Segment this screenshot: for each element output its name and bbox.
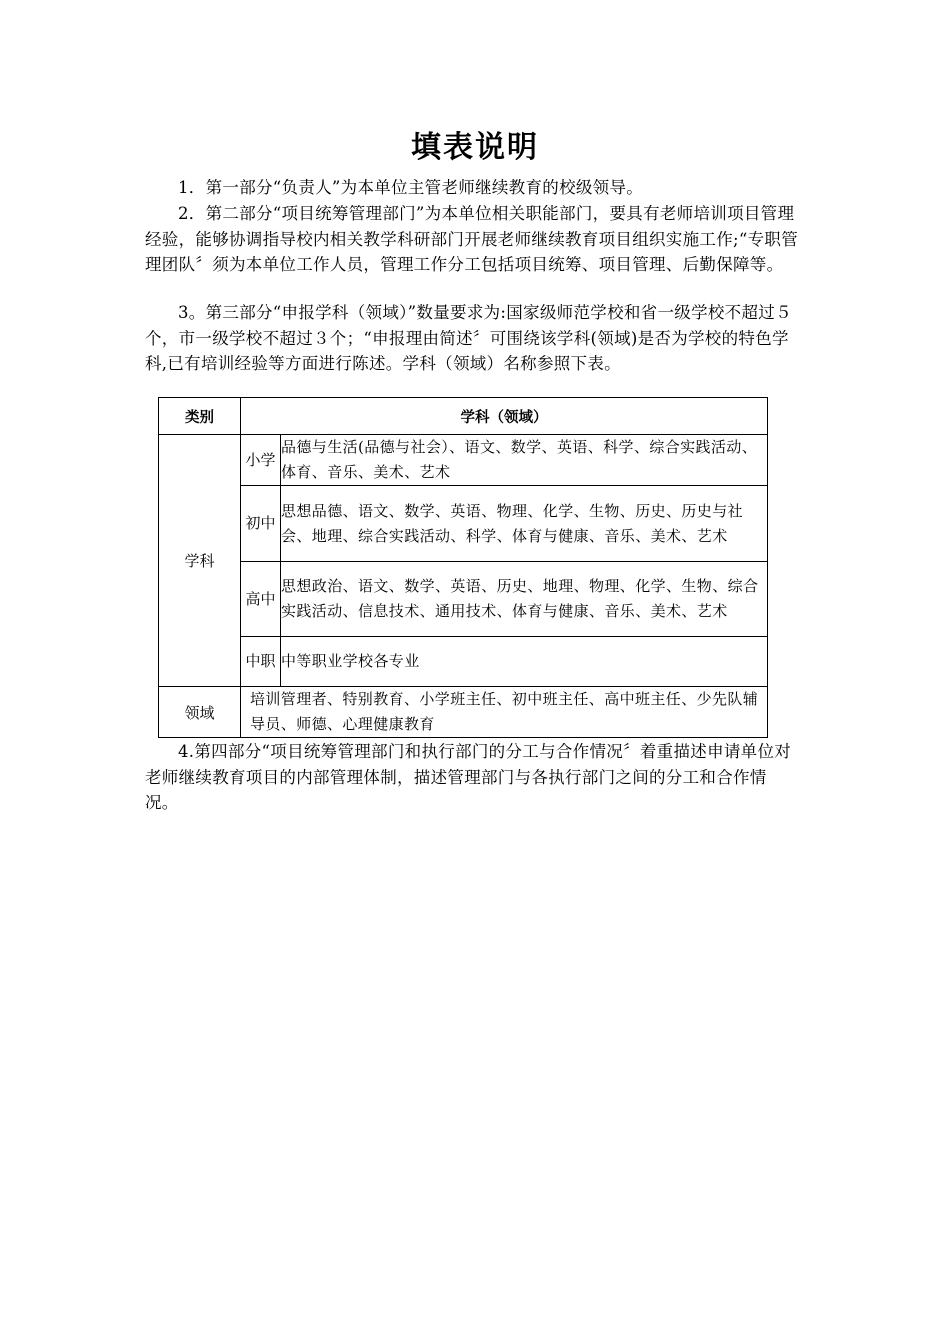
instruction-paragraph-1: 1．第一部分“负责人”为本单位主管老师继续教育的校级领导。 — [178, 178, 644, 197]
subject-reference-table — [158, 397, 768, 738]
subjects-junior-high: 思想品德、语文、数学、英语、物理、化学、生物、历史、历史与社会、地理、综合实践活动、科学、体育与健康、音乐、美术、艺术 — [281, 486, 768, 562]
table-row — [159, 562, 768, 637]
table-header-row — [159, 398, 768, 435]
instruction-paragraph-3: 3。第三部分“申报学科（领域）”数量要求为:国家级师范学校和省一级学校不超过５个，市一级学校不超过３个；“申报理由简述〞可围绕该学科(领域)是否为学校的特色学科,已有培训经验等方面进行陈述。学科（领域）名称参照下表。 — [145, 303, 792, 374]
subjects-vocational: 中等职业学校各专业 — [281, 637, 768, 687]
category-field: 领域 — [159, 687, 241, 738]
instruction-paragraph-2: 2．第二部分“项目统筹管理部门”为本单位相关职能部门，要具有老师培训项目管理经验，能够协调指导校内相关教学科研部门开展老师继续教育项目组织实施工作;“专职管理团队〞须为本单位工作人员，管理工作分工包括项目统筹、项目管理、后勤保障等。 — [145, 204, 798, 275]
level-senior-high: 高中 — [241, 562, 281, 637]
header-category: 类别 — [159, 398, 241, 435]
table-row — [159, 486, 768, 562]
table-row — [159, 637, 768, 687]
level-junior-high: 初中 — [241, 486, 281, 562]
table-row — [159, 687, 768, 738]
header-subject-field: 学科（领域） — [241, 398, 768, 435]
subjects-primary: 品德与生活(品德与社会）、语文、数学、英语、科学、综合实践活动、体育、音乐、美术、艺术 — [281, 435, 768, 486]
level-primary: 小学 — [241, 435, 281, 486]
level-vocational: 中职 — [241, 637, 281, 687]
field-items: 培训管理者、特别教育、小学班主任、初中班主任、高中班主任、少先队辅导员、师德、心理健康教育 — [241, 687, 768, 738]
page-title: 填表说明 — [411, 130, 539, 165]
category-subject: 学科 — [159, 435, 241, 687]
table-row — [159, 435, 768, 486]
subjects-senior-high: 思想政治、语文、数学、英语、历史、地理、物理、化学、生物、综合实践活动、信息技术、通用技术、体育与健康、音乐、美术、艺术 — [281, 562, 768, 637]
instruction-paragraph-4: 4.第四部分“项目统筹管理部门和执行部门的分工与合作情况〞着重描述申请单位对老师继续教育项目的内部管理体制，描述管理部门与各执行部门之间的分工和合作情况。 — [145, 742, 792, 813]
